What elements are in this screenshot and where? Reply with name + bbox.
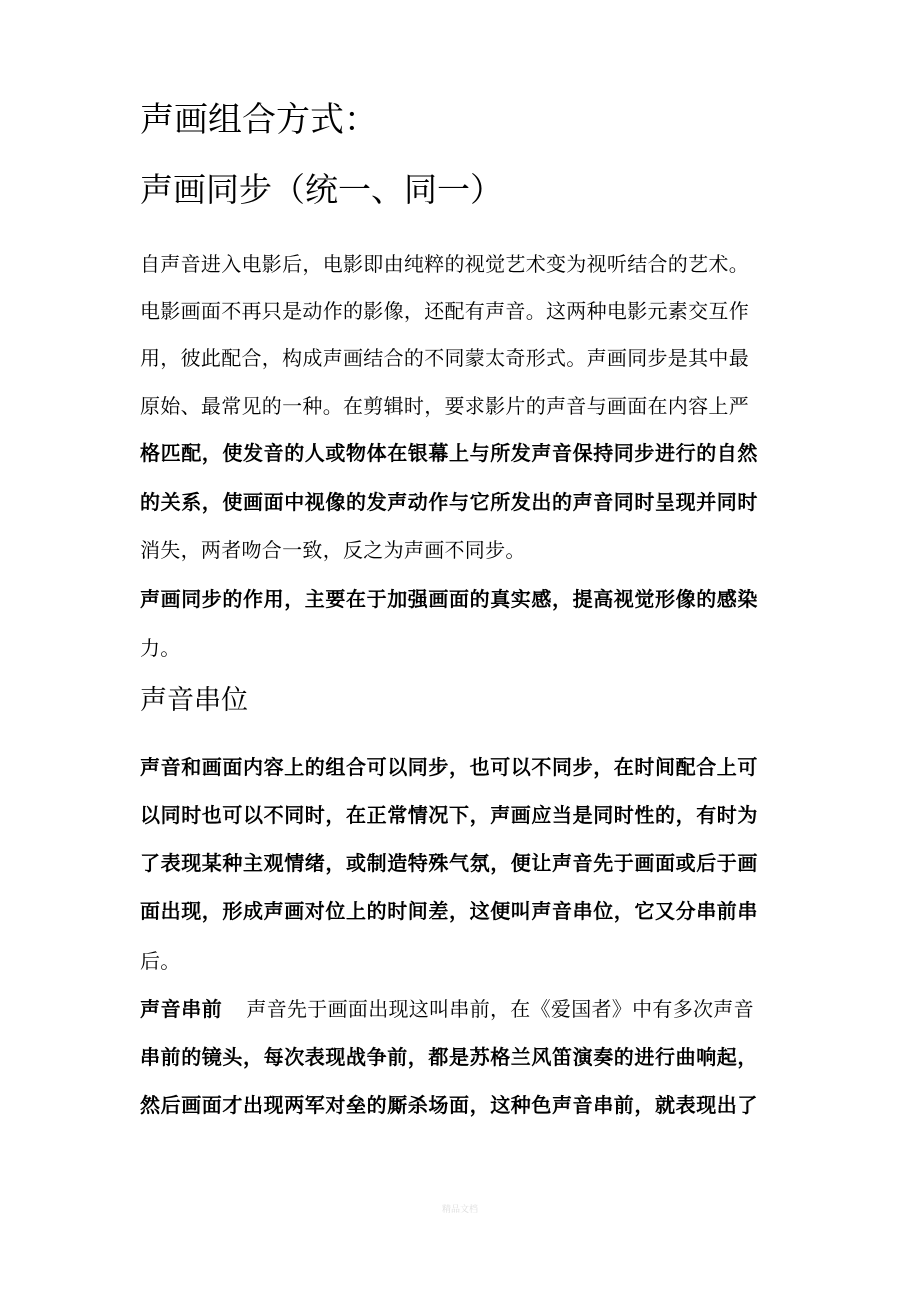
paragraph-line: 的关系，使画面中视像的发声动作与它所发出的声音同时呈现并同时 xyxy=(140,492,758,514)
paragraph-line: 消失，两者吻合一致，反之为声画不同步。 xyxy=(140,538,526,562)
paragraph-line: 声画同步的作用，主要在于加强画面的真实感，提高视觉形像的感染 xyxy=(140,589,758,611)
footer-watermark: 精品文档 xyxy=(441,1205,478,1215)
paragraph-line: 然后画面才出现两军对垒的厮杀场面，这种色声音串前，就表现出了 xyxy=(140,1095,758,1117)
paragraph-line: 自声音进入电影后，电影即由纯粹的视觉艺术变为视听结合的艺术。 xyxy=(140,252,749,276)
section-heading-sync: 声画同步（统一、同一） xyxy=(140,170,503,209)
paragraph-line: 串前的镜头，每次表现战争前，都是苏格兰风笛演奏的进行曲响起， xyxy=(140,1047,758,1069)
paragraph-line: 力。 xyxy=(140,636,181,660)
section-heading-offset: 声音串位 xyxy=(140,685,248,715)
paragraph-line: 原始、最常见的一种。在剪辑时，要求影片的声音与画面在内容上严 xyxy=(140,394,749,418)
paragraph-line: 后。 xyxy=(140,949,181,973)
paragraph-line: 格匹配，使发音的人或物体在银幕上与所发声音保持同步进行的自然 xyxy=(140,443,758,465)
paragraph-line: 了表现某种主观情绪，或制造特殊气氛，便让声音先于画面或后于画 xyxy=(140,853,758,875)
paragraph-text: 声音先于画面出现这叫串前，在《爱国者》中有多次声音 xyxy=(246,997,754,1021)
paragraph-line: 电影画面不再只是动作的影像，还配有声音。这两种电影元素交互作 xyxy=(140,299,749,323)
paragraph-line: 用，彼此配合，构成声画结合的不同蒙太奇形式。声画同步是其中最 xyxy=(140,346,749,370)
document-title: 声画组合方式： xyxy=(140,101,378,139)
paragraph-line: 以同时也可以不同时，在正常情况下，声画应当是同时性的，有时为 xyxy=(140,805,758,827)
paragraph-line: 声音和画面内容上的组合可以同步，也可以不同步，在时间配合上可 xyxy=(140,757,758,779)
term-label: 声音串前 xyxy=(140,999,223,1021)
paragraph-line xyxy=(140,985,800,1033)
paragraph-line: 面出现，形成声画对位上的时间差，这便叫声音串位，它又分串前串 xyxy=(140,901,758,923)
